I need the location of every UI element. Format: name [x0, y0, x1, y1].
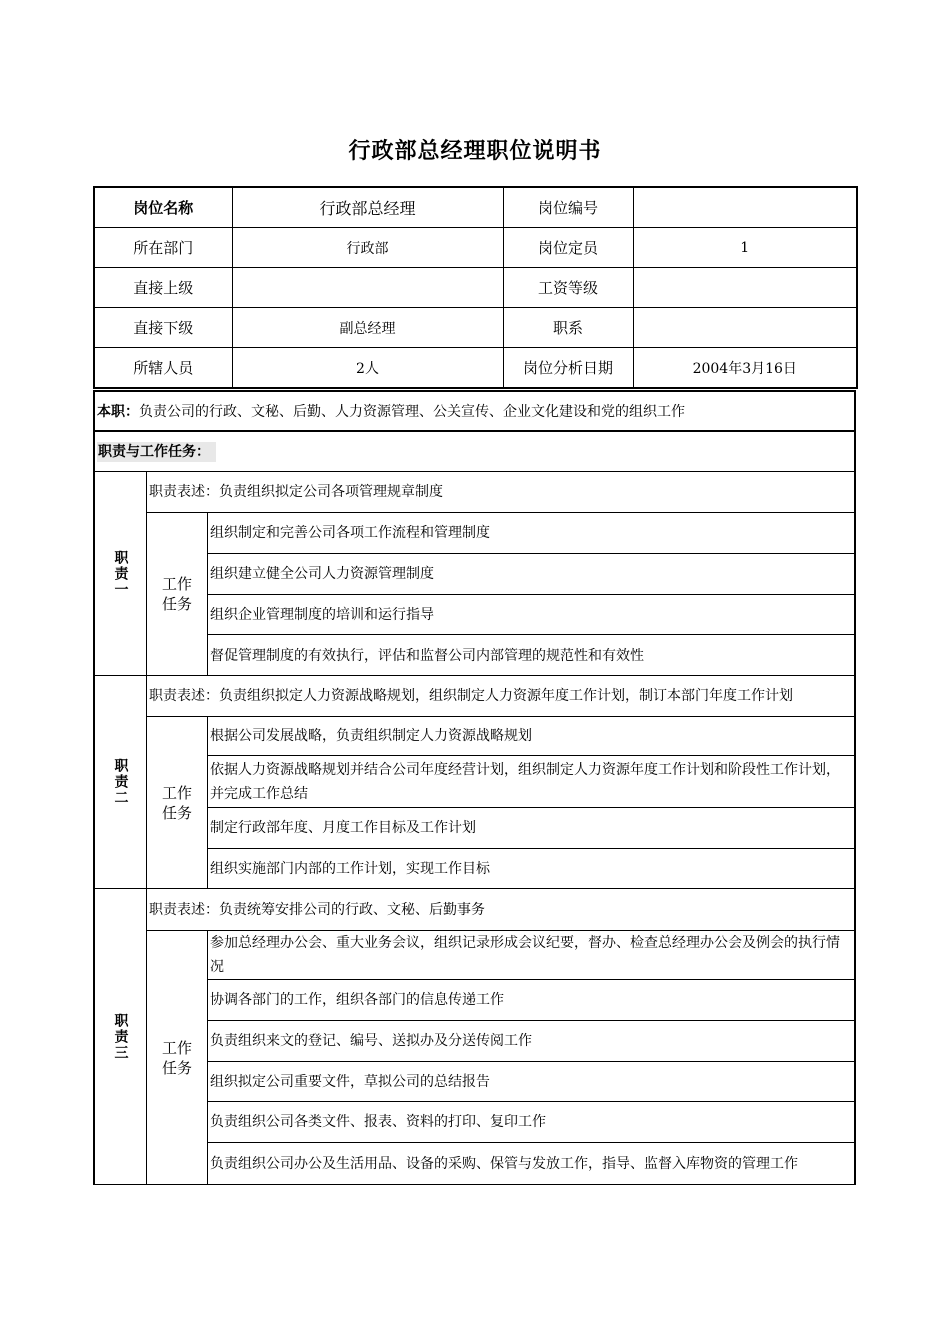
dept-value: 行政部 — [232, 228, 503, 268]
duty-label-cell — [95, 472, 147, 675]
staff-value: 2人 — [232, 348, 503, 389]
task-item: 负责组织来文的登记、编号、送拟办及分送传阅工作 — [208, 1021, 854, 1062]
analysis-date-value: 2004年3月16日 — [633, 348, 857, 389]
position-name-value: 行政部总经理 — [232, 187, 503, 228]
headcount-label: 岗位定员 — [503, 228, 633, 268]
position-name-label: 岗位名称 — [94, 187, 232, 228]
subordinate-label: 直接下级 — [94, 308, 232, 348]
series-value — [633, 308, 857, 348]
task-item: 协调各部门的工作，组织各部门的信息传递工作 — [208, 980, 854, 1021]
position-no-label: 岗位编号 — [503, 187, 633, 228]
task-list — [208, 717, 854, 888]
position-info-table — [93, 186, 858, 389]
superior-label: 直接上级 — [94, 268, 232, 308]
position-no-value — [633, 187, 857, 228]
task-item: 参加总经理办公会、重大业务会议，组织记录形成会议纪要，督办、检查总经理办公会及例会的执行情况 — [208, 931, 854, 980]
duty-label: 职责三 — [112, 1012, 129, 1061]
responsibilities-label: 职责与工作任务： — [97, 442, 216, 462]
duty-label-cell — [95, 889, 147, 1184]
core-duty-row — [93, 390, 856, 432]
staff-label: 所辖人员 — [94, 348, 232, 389]
salary-value — [633, 268, 857, 308]
dept-label: 所在部门 — [94, 228, 232, 268]
analysis-date-label: 岗位分析日期 — [503, 348, 633, 389]
task-item: 督促管理制度的有效执行，评估和监督公司内部管理的规范性和有效性 — [210, 647, 644, 664]
task-item: 组织建立健全公司人力资源管理制度 — [208, 554, 854, 595]
task-item: 依据人力资源战略规划并结合公司年度经营计划，组织制定人力资源年度工作计划和阶段性工作计划，并完成工作总结 — [208, 756, 854, 808]
work-tasks-label: 工作任务 — [147, 931, 208, 1184]
series-label: 职系 — [503, 308, 633, 348]
task-item: 负责组织公司各类文件、报表、资料的打印、复印工作 — [208, 1102, 854, 1143]
work-tasks-label: 工作任务 — [147, 513, 208, 675]
duty-description: 职责表述：负责统筹安排公司的行政、文秘、后勤事务 — [147, 889, 854, 931]
core-duty-text: 负责公司的行政、文秘、后勤、人力资源管理、公关宣传、企业文化建设和党的组织工作 — [139, 404, 685, 420]
salary-label: 工资等级 — [503, 268, 633, 308]
duty-label: 职责二 — [112, 758, 129, 806]
duty-label-cell — [95, 676, 147, 888]
superior-value — [232, 268, 503, 308]
task-item: 组织制定和完善公司各项工作流程和管理制度 — [208, 513, 854, 554]
responsibilities-header — [93, 432, 856, 472]
document-title: 行政部总经理职位说明书 — [348, 139, 602, 164]
task-list — [208, 513, 854, 675]
duty-description: 职责表述：负责组织拟定公司各项管理规章制度 — [147, 472, 854, 513]
duty-label: 职责一 — [112, 549, 129, 598]
duty-block-2 — [93, 676, 856, 889]
duty-description: 职责表述：负责组织拟定人力资源战略规划，组织制定人力资源年度工作计划，制订本部门年度工作计划 — [147, 676, 854, 717]
task-item: 组织企业管理制度的培训和运行指导 — [208, 595, 854, 635]
task-item: 根据公司发展战略，负责组织制定人力资源战略规划 — [208, 717, 854, 756]
work-tasks-label: 工作任务 — [147, 717, 208, 888]
task-item: 组织实施部门内部的工作计划，实现工作目标 — [210, 861, 490, 877]
subordinate-value: 副总经理 — [232, 308, 503, 348]
duty-block-3 — [93, 889, 856, 1185]
task-item: 组织拟定公司重要文件，草拟公司的总结报告 — [208, 1062, 854, 1102]
task-item: 负责组织公司办公及生活用品、设备的采购、保管与发放工作，指导、监督入库物资的管理工作 — [210, 1156, 798, 1172]
task-item: 制定行政部年度、月度工作目标及工作计划 — [208, 808, 854, 849]
duty-block-1 — [93, 472, 856, 676]
core-duty-label: 本职： — [97, 404, 139, 420]
task-list — [208, 931, 854, 1184]
headcount-value: 1 — [633, 228, 857, 268]
